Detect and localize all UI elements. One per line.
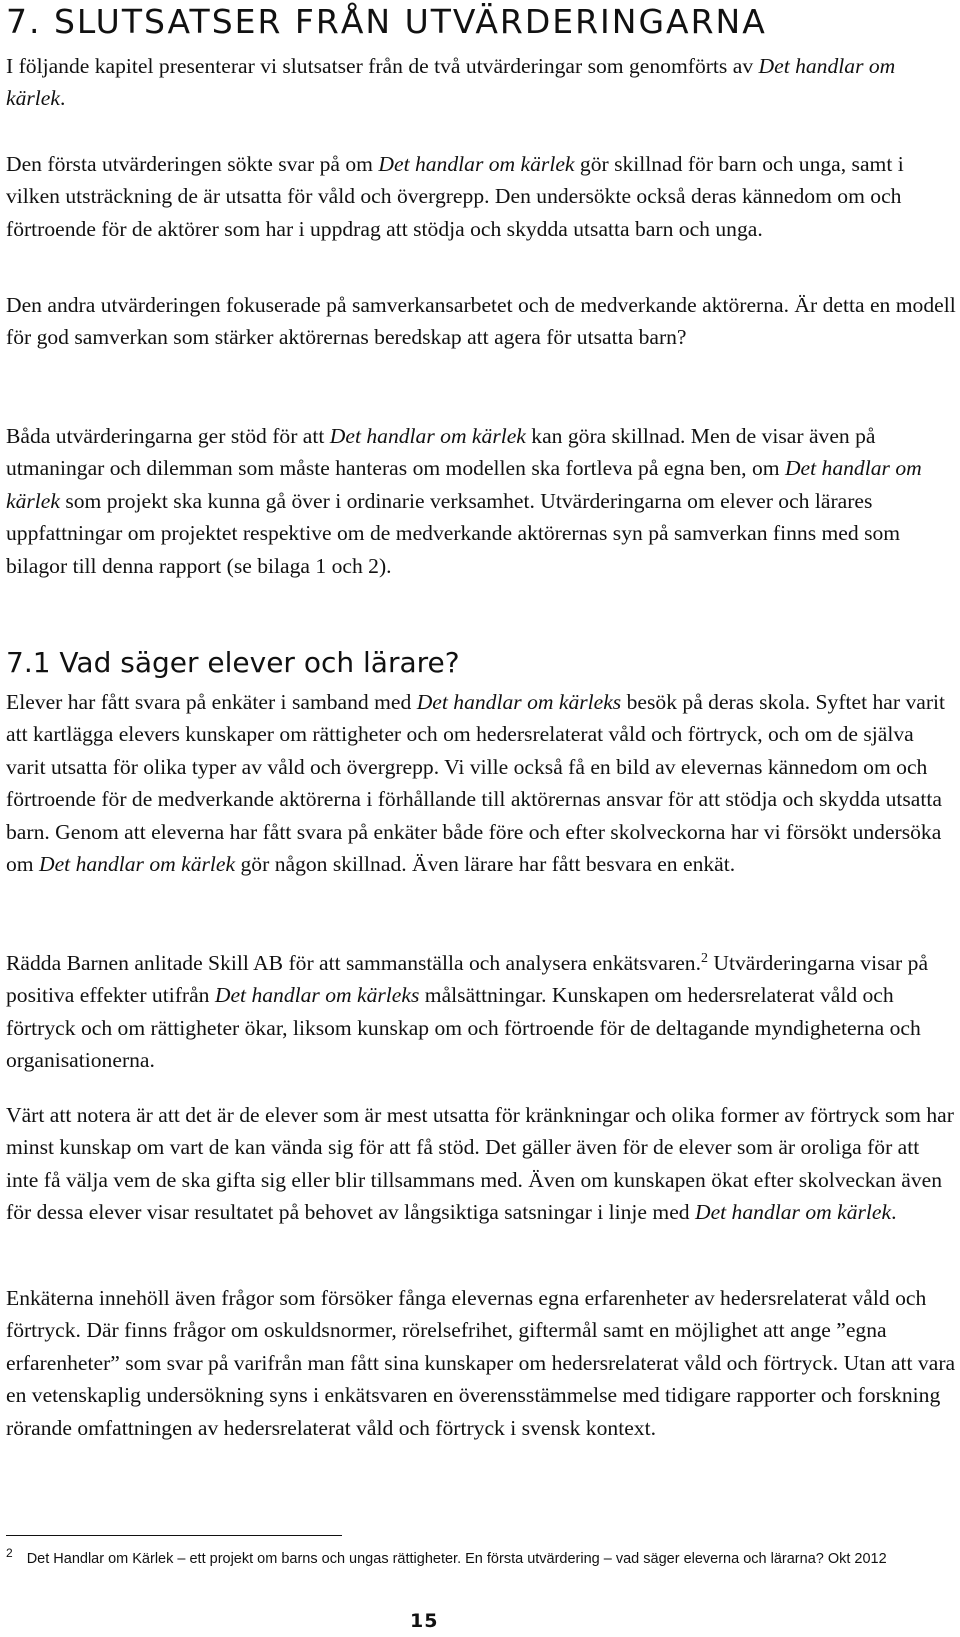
intro-paragraph-2: Den första utvärderingen sökte svar på om Det handlar om kärlek gör skillnad för barn och unga, samt i vilken utsträckning de är utsatta för våld och övergrepp. Den undersökte också deras kännedom om och förtroende för de aktörer som har i uppdrag att stödja och skydda utsatta barn och unga. bbox=[6, 152, 904, 241]
section-paragraph-2: Rädda Barnen anlitade Skill AB för att sammanställa och analysera enkätsvaren.$^2$ Utvärderingarna visar på positiva effekter utifrån Det handlar om kärleks målsättningar. Kunskapen om hedersrelaterat våld och förtryck och om rättigheter ökar, liksom kunskap om och förtroende för de deltagande myndigheterna och organisationerna. bbox=[6, 951, 929, 1073]
intro-paragraph-1: I följande kapitel presenterar vi slutsatser från de två utvärderingar som genomförts av Det handlar om kärlek. bbox=[6, 54, 896, 111]
footnote-text: Det Handlar om Kärlek – ett projekt om barns och ungas rättigheter. En första utvärdering – vad säger eleverna och lärarna? Okt 2012 bbox=[26, 1551, 887, 1567]
section-title: 7.1 Vad säger elever och lärare? bbox=[6, 646, 460, 679]
footnote-reference: 2 bbox=[700, 951, 708, 966]
footnote-mark: 2 bbox=[6, 1546, 13, 1560]
section-paragraph-4: Enkäterna innehöll även frågor som försöker fånga elevernas egna erfarenheter av hedersrelaterat våld och förtryck. Där finns frågor om oskuldsnormer, rörelsefrihet, giftermål samt en möjlighet att ange ”egna erfarenheter” som svar på varifrån man fått sina kunskaper om hedersrelaterat våld och förtryck. Utan att vara en vetenskaplig undersökning syns i enkätsvaren en överensstämmelse med tidigare rapporter och forskning rörande omfattningen av hedersrelaterat våld och förtryck i svensk kontext. bbox=[6, 1286, 956, 1440]
intro-paragraph-4: Båda utvärderingarna ger stöd för att Det handlar om kärlek kan göra skillnad. Men de visar även på utmaningar och dilemman som måste hanteras om modellen ska fortleva på egna ben, om Det handlar om kärlek som projekt ska kunna gå över i ordinarie verksamhet. Utvärderingarna om elever och lärares uppfattningar om projektet respektive om de medverkande aktörernas syn på samverkan finns med som bilagor till denna rapport (se bilaga 1 och 2). bbox=[6, 424, 922, 578]
footnote-divider bbox=[6, 1535, 342, 1536]
section-paragraph-1: Elever har fått svara på enkäter i samband med Det handlar om kärleks besök på deras skola. Syftet har varit att kartlägga elevers kunskaper om rättigheter och om hedersrelaterat våld och förtryck, och om de själva varit utsatta för olika typer av våld och övergrepp. Vi ville också få en bild av elevernas kännedom om och förtroende för de medverkande aktörerna i förhållande till aktörernas ansvar för att stödja och skydda utsatta barn. Genom att eleverna har fått svara på enkäter både före och efter skolveckorna har vi försökt undersöka om Det handlar om kärlek gör någon skillnad. Även lärare har fått besvara en enkät. bbox=[6, 690, 946, 877]
section-paragraph-3: Värt att notera är att det är de elever som är mest utsatta för kränkningar och olika former av förtryck som har minst kunskap om vart de kan vända sig för att få stöd. Det gäller även för de elever som är oroliga för att inte få välja vem de ska gifta sig eller blir tillsammans med. Även om kunskapen ökat efter skolveckan även för dessa elever visar resultatet på behovet av långsiktiga satsningar i linje med Det handlar om kärlek. bbox=[6, 1103, 954, 1225]
chapter-title: 7. SLUTSATSER FRÅN UTVÄRDERINGARNA bbox=[6, 2, 767, 41]
intro-paragraph-3: Den andra utvärderingen fokuserade på samverkansarbetet och de medverkande aktörerna. Är detta en modell för god samverkan som stärker aktörernas beredskap att agera för utsatta barn? bbox=[6, 293, 956, 350]
footnote bbox=[6, 1548, 956, 1570]
page-number: 15 bbox=[410, 1610, 439, 1632]
